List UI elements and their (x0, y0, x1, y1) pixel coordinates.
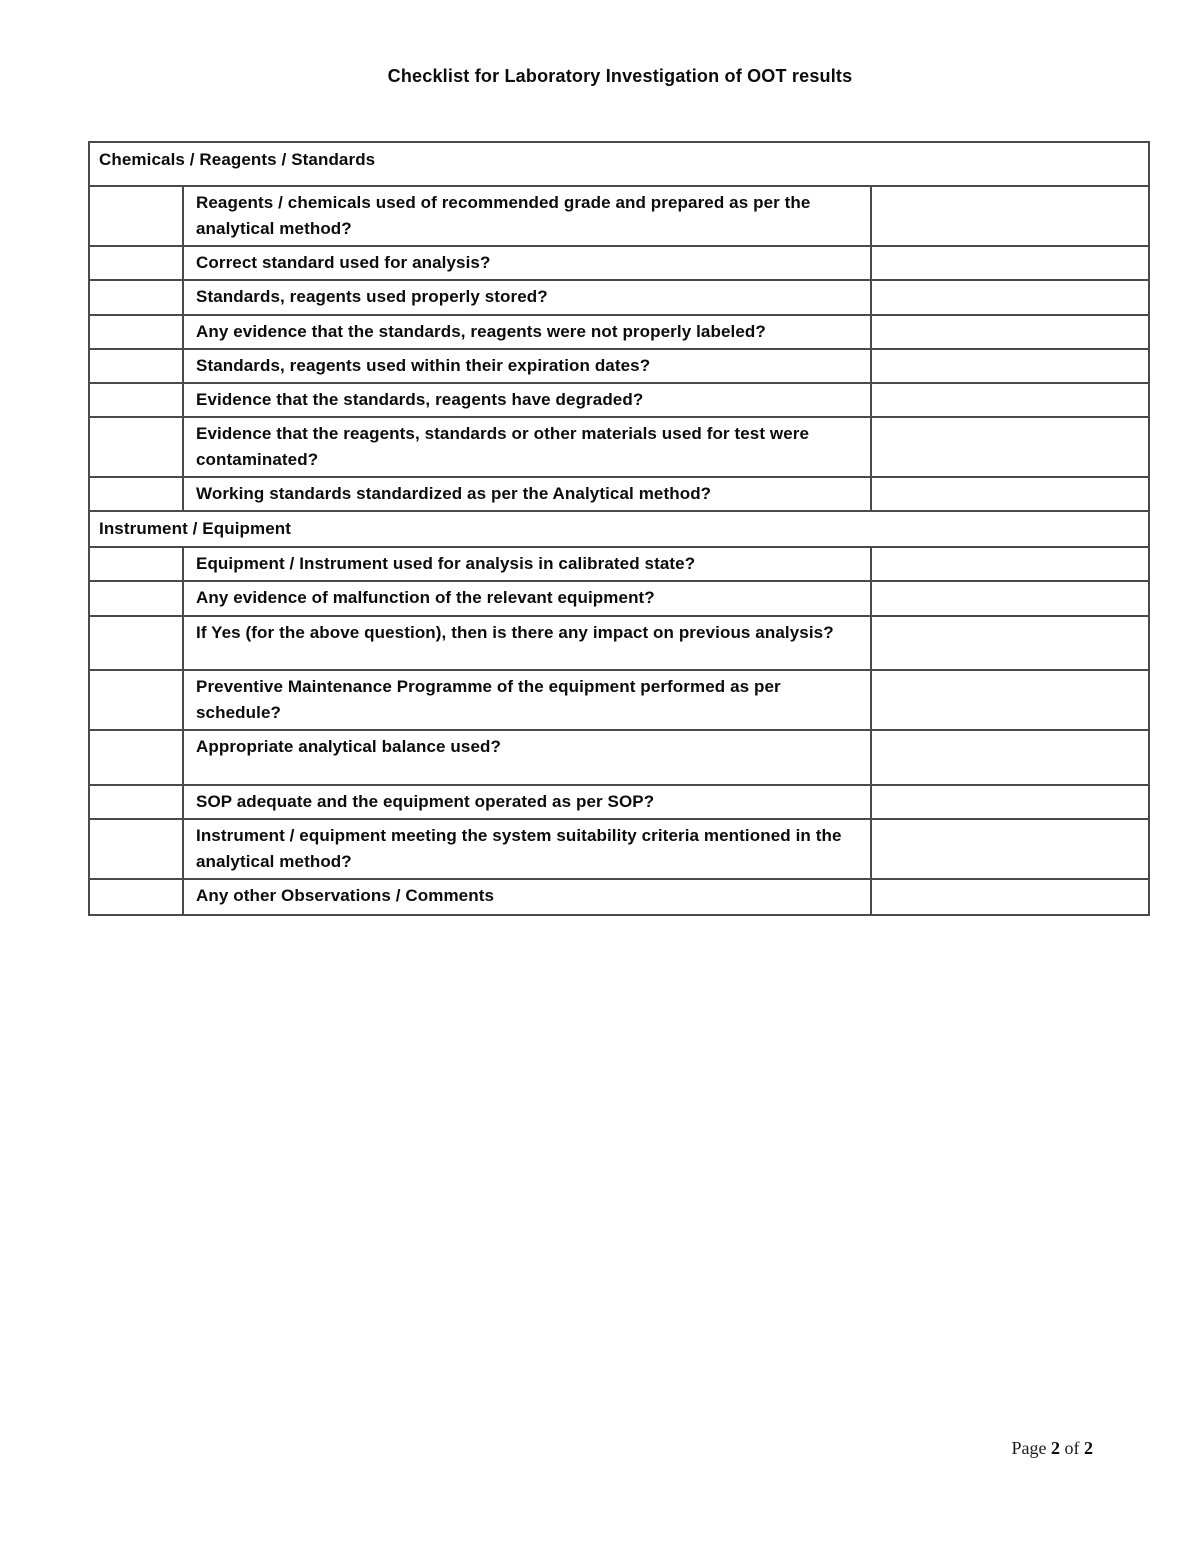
table-row (89, 879, 1149, 915)
table-row (89, 383, 1149, 417)
remarks-cell (871, 349, 1149, 383)
status-cell (89, 246, 183, 280)
table-row (89, 349, 1149, 383)
question-cell: Any other Observations / Comments (183, 879, 871, 915)
section-header-instrument-equipment: Instrument / Equipment (89, 511, 1149, 547)
table-row (89, 246, 1149, 280)
table-row (89, 819, 1149, 879)
question-cell: Evidence that the standards, reagents have degraded? (183, 383, 871, 417)
table-row (89, 616, 1149, 670)
remarks-cell (871, 280, 1149, 315)
table-row (89, 730, 1149, 785)
remarks-cell (871, 477, 1149, 511)
table-row (89, 785, 1149, 819)
remarks-cell (871, 547, 1149, 581)
question-cell: Standards, reagents used properly stored? (183, 280, 871, 315)
table-row (89, 280, 1149, 315)
remarks-cell (871, 819, 1149, 879)
document-title: Checklist for Laboratory Investigation of OOT results (387, 66, 853, 86)
status-cell (89, 819, 183, 879)
status-cell (89, 547, 183, 581)
status-cell (89, 879, 183, 915)
status-cell (89, 383, 183, 417)
status-cell (89, 280, 183, 315)
table-row (89, 547, 1149, 581)
remarks-cell (871, 383, 1149, 417)
question-cell: Appropriate analytical balance used? (183, 730, 871, 785)
question-cell: Evidence that the reagents, standards or other materials used for test were contaminated? (183, 417, 871, 477)
status-cell (89, 186, 183, 246)
table-row (89, 417, 1149, 477)
section-header-row (89, 511, 1149, 547)
question-cell: If Yes (for the above question), then is there any impact on previous analysis? (183, 616, 871, 670)
page-number-separator: of (1064, 1438, 1080, 1458)
status-cell (89, 581, 183, 616)
question-cell: Any evidence of malfunction of the relevant equipment? (183, 581, 871, 616)
question-cell: Correct standard used for analysis? (183, 246, 871, 280)
question-cell: SOP adequate and the equipment operated as per SOP? (183, 785, 871, 819)
status-cell (89, 315, 183, 349)
question-cell: Reagents / chemicals used of recommended grade and prepared as per the analytical method? (183, 186, 871, 246)
table-row (89, 581, 1149, 616)
remarks-cell (871, 417, 1149, 477)
table-row (89, 670, 1149, 730)
remarks-cell (871, 246, 1149, 280)
remarks-cell (871, 616, 1149, 670)
status-cell (89, 730, 183, 785)
current-page-number: 2 (1051, 1438, 1060, 1458)
question-cell: Instrument / equipment meeting the system suitability criteria mentioned in the analytical method? (183, 819, 871, 879)
question-cell: Standards, reagents used within their expiration dates? (183, 349, 871, 383)
page-number (1012, 1438, 1094, 1459)
remarks-cell (871, 879, 1149, 915)
status-cell (89, 616, 183, 670)
status-cell (89, 349, 183, 383)
section-header-chemicals-reagents-standards: Chemicals / Reagents / Standards (89, 142, 1149, 186)
table-row (89, 186, 1149, 246)
question-cell: Equipment / Instrument used for analysis in calibrated state? (183, 547, 871, 581)
table-row (89, 315, 1149, 349)
page-number-prefix: Page (1011, 1438, 1047, 1458)
remarks-cell (871, 315, 1149, 349)
status-cell (89, 670, 183, 730)
checklist-table (88, 141, 1150, 916)
total-page-number: 2 (1084, 1438, 1093, 1458)
table-row (89, 477, 1149, 511)
remarks-cell (871, 785, 1149, 819)
status-cell (89, 417, 183, 477)
question-cell: Any evidence that the standards, reagents were not properly labeled? (183, 315, 871, 349)
section-header-row (89, 142, 1149, 186)
remarks-cell (871, 670, 1149, 730)
remarks-cell (871, 581, 1149, 616)
remarks-cell (871, 730, 1149, 785)
status-cell (89, 785, 183, 819)
question-cell: Working standards standardized as per the Analytical method? (183, 477, 871, 511)
question-cell: Preventive Maintenance Programme of the equipment performed as per schedule? (183, 670, 871, 730)
remarks-cell (871, 186, 1149, 246)
status-cell (89, 477, 183, 511)
